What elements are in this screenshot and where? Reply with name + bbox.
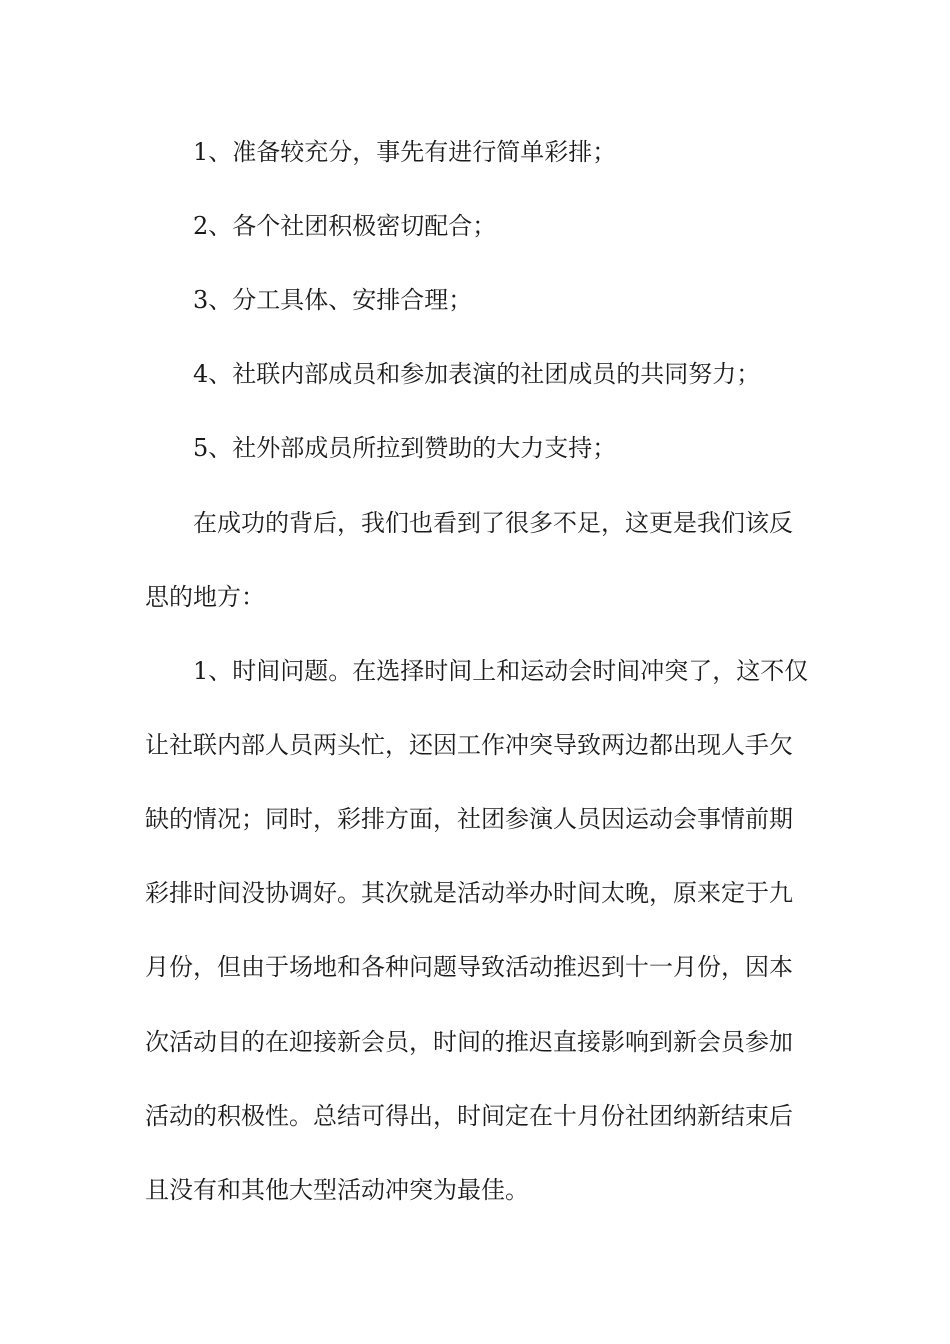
list-item-3: 3、分工具体、安排合理； xyxy=(193,286,473,314)
paragraph-line: 在成功的背后，我们也看到了很多不足，这更是我们该反 xyxy=(193,509,793,537)
list-item-5: 5、社外部成员所拉到赞助的大力支持； xyxy=(193,434,617,462)
paragraph-line: 缺的情况；同时，彩排方面，社团参演人员因运动会事情前期 xyxy=(145,805,793,833)
paragraph-line: 活动的积极性。总结可得出，时间定在十月份社团纳新结束后 xyxy=(145,1102,793,1130)
paragraph-line: 1、时间问题。在选择时间上和运动会时间冲突了，这不仅 xyxy=(193,657,809,685)
list-item-2: 2、各个社团积极密切配合； xyxy=(193,212,497,240)
paragraph-line: 月份，但由于场地和各种问题导致活动推迟到十一月份，因本 xyxy=(145,953,793,981)
paragraph-line: 次活动目的在迎接新会员，时间的推迟直接影响到新会员参加 xyxy=(145,1028,793,1056)
list-item-1: 1、准备较充分，事先有进行简单彩排； xyxy=(193,138,617,166)
paragraph-line: 彩排时间没协调好。其次就是活动举办时间太晚，原来定于九 xyxy=(145,879,793,907)
list-item-4: 4、社联内部成员和参加表演的社团成员的共同努力； xyxy=(193,360,761,388)
paragraph-line: 让社联内部人员两头忙，还因工作冲突导致两边都出现人手欠 xyxy=(145,731,793,759)
paragraph-line: 思的地方： xyxy=(145,583,265,611)
paragraph-line: 且没有和其他大型活动冲突为最佳。 xyxy=(145,1176,529,1204)
